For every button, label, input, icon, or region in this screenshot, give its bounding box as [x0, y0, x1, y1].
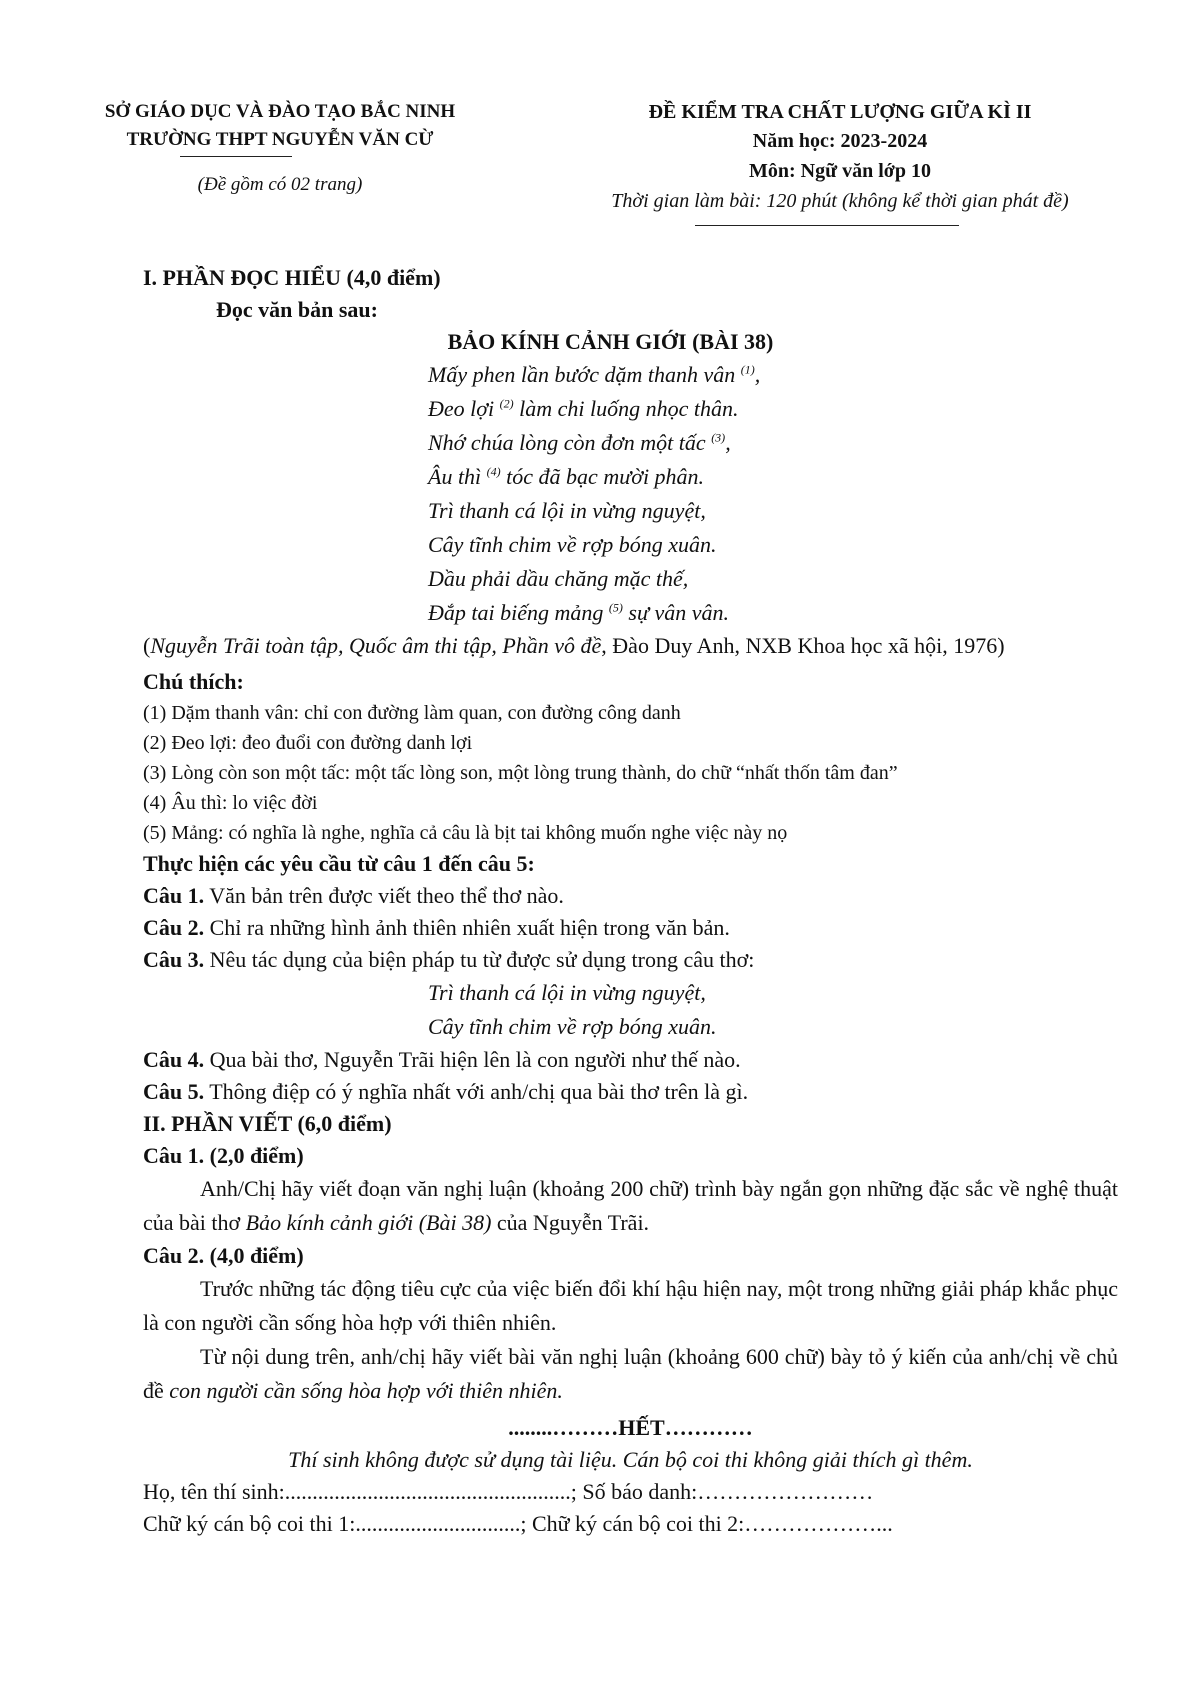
writing-q2-para1: Trước những tác động tiêu cực của việc biến đổi khí hậu hiện nay, một trong những giải pháp khắc phục là con người cần sống hòa hợp với thiên nhiên. — [143, 1276, 1118, 1335]
poem-line: Nhớ chúa lòng còn đơn một tấc $^{(3)}$, — [428, 430, 731, 455]
question-4: Câu 4. Qua bài thơ, Nguyễn Trãi hiện lên là con người như thế nào. — [143, 1047, 741, 1072]
poem-title: BẢO KÍNH CẢNH GIỚI (BÀI 38) — [447, 329, 774, 354]
poem-line: Mấy phen lần bước dặm thanh vân $^{(1)}$, — [428, 362, 761, 387]
school-year: Năm học: 2023-2024 — [752, 130, 928, 152]
time-underline — [695, 225, 959, 226]
candidate-info-line: Họ, tên thí sinh:....................................................; Số báo danh:…………………… — [143, 1479, 874, 1504]
poem-line: Đắp tai biếng mảng $^{(5)}$ sự vân vân. — [428, 600, 729, 625]
poem-source: (Nguyễn Trãi toàn tập, Quốc âm thi tập, Phần vô đề, Đào Duy Anh, NXB Khoa học xã hội, 1976) — [143, 633, 1005, 658]
pages-note: (Đề gồm có 02 trang) — [197, 174, 363, 195]
note-item: (3) Lòng còn son một tấc: một tấc lòng son, một lòng trung thành, do chữ “nhất thốn tâm đan” — [143, 762, 898, 784]
poem-line: Trì thanh cá lội in vừng nguyệt, — [428, 498, 706, 523]
notes-heading: Chú thích: — [143, 669, 244, 694]
exam-body — [143, 262, 1118, 1540]
school-name: TRƯỜNG THPT NGUYỄN VĂN CỪ — [126, 129, 434, 150]
poem-line: Âu thì $^{(4)}$ tóc đã bạc mười phân. — [428, 464, 705, 489]
quoted-verse — [143, 976, 1118, 1044]
note-item: (5) Mảng: có nghĩa là nghe, nghĩa cả câu là bịt tai không muốn nghe việc này nọ — [143, 822, 788, 844]
poem-line: Cây tĩnh chim về rợp bóng xuân. — [428, 532, 717, 557]
end-marker: ........………HẾT………… — [508, 1415, 753, 1440]
note-item: (2) Đeo lợi: đeo đuổi con đường danh lợi — [143, 732, 473, 754]
subject: Môn: Ngữ văn lớp 10 — [749, 160, 931, 182]
tasks-heading: Thực hiện các yêu cầu từ câu 1 đến câu 5: — [143, 851, 535, 876]
note-item: (1) Dặm thanh vân: chỉ con đường làm quan, con đường công danh — [143, 702, 681, 724]
writing-q1-text: Anh/Chị hãy viết đoạn văn nghị luận (khoảng 200 chữ) trình bày ngắn gọn những đặc sắc về nghệ thuật của bài thơ Bảo kính cảnh giới (Bài 38) của Nguyễn Trãi. — [143, 1176, 1118, 1235]
question-1: Câu 1. Văn bản trên được viết theo thể thơ nào. — [143, 883, 564, 908]
part2-heading: II. PHẦN VIẾT (6,0 điểm) — [143, 1111, 392, 1136]
poem — [143, 358, 1118, 630]
writing-q2-heading: Câu 2. (4,0 điểm) — [143, 1243, 304, 1268]
question-5: Câu 5. Thông điệp có ý nghĩa nhất với anh/chị qua bài thơ trên là gì. — [143, 1079, 749, 1104]
poem-line: Đeo lợi $^{(2)}$ làm chi luống nhọc thân. — [428, 396, 739, 421]
quote-line: Cây tĩnh chim về rợp bóng xuân. — [428, 1014, 717, 1039]
question-2: Câu 2. Chỉ ra những hình ảnh thiên nhiên xuất hiện trong văn bản. — [143, 915, 730, 940]
exam-title: ĐỀ KIỂM TRA CHẤT LƯỢNG GIỮA KÌ II — [648, 101, 1032, 123]
part1-heading: I. PHẦN ĐỌC HIỂU (4,0 điểm) — [143, 265, 441, 290]
poem-line: Dầu phải dầu chăng mặc thế, — [428, 566, 689, 591]
note-item: (4) Âu thì: lo việc đời — [143, 792, 318, 814]
writing-q2-para2: Từ nội dung trên, anh/chị hãy viết bài văn nghị luận (khoảng 600 chữ) bày tỏ ý kiến của anh/chị về chủ đề con người cần sống hòa hợp với thiên nhiên. — [143, 1344, 1118, 1403]
reading-instruction: Đọc văn bản sau: — [216, 297, 378, 322]
school-underline — [180, 156, 292, 157]
header-left — [60, 98, 500, 196]
writing-q1-heading: Câu 1. (2,0 điểm) — [143, 1143, 304, 1168]
header-right — [520, 98, 1160, 216]
exam-rule-note: Thí sinh không được sử dụng tài liệu. Cán bộ coi thi không giải thích gì thêm. — [288, 1447, 973, 1472]
question-3: Câu 3. Nêu tác dụng của biện pháp tu từ được sử dụng trong câu thơ: — [143, 947, 755, 972]
department-name: SỞ GIÁO DỤC VÀ ĐÀO TẠO BẮC NINH — [104, 101, 456, 122]
time-limit: Thời gian làm bài: 120 phút (không kể thời gian phát đề) — [611, 190, 1069, 212]
invigilator-signatures-line: Chữ ký cán bộ coi thi 1:..............................; Chữ ký cán bộ coi thi 2:………………... — [143, 1511, 893, 1536]
quote-line: Trì thanh cá lội in vừng nguyệt, — [428, 980, 706, 1005]
